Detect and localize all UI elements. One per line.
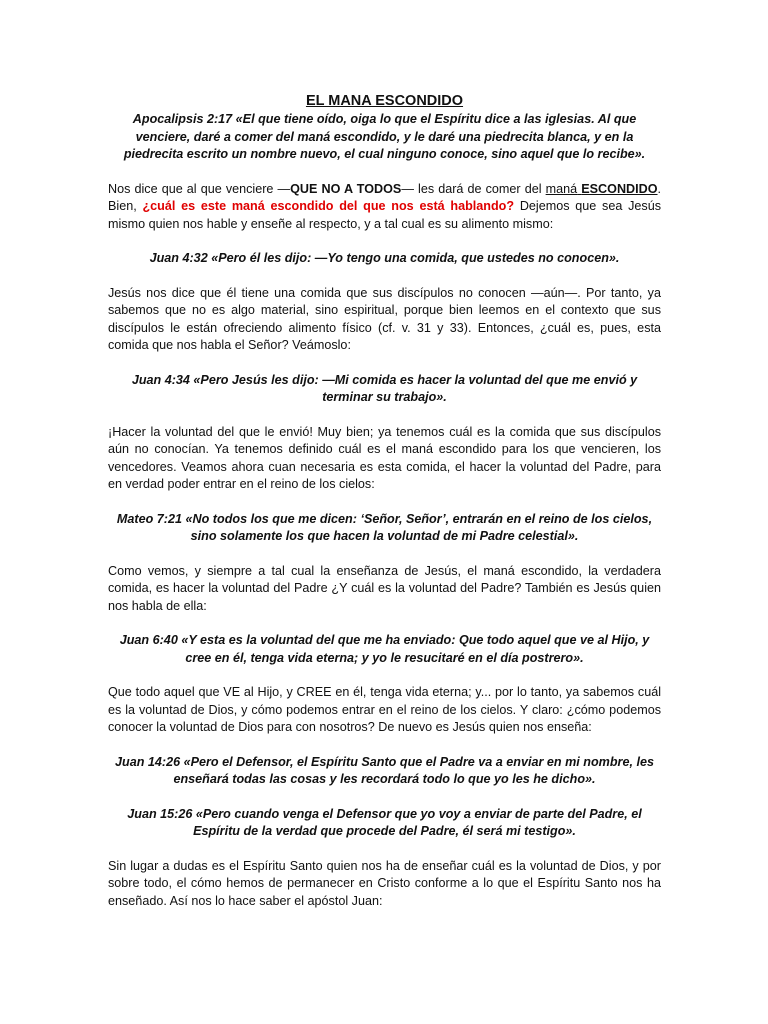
paragraph-2: Jesús nos dice que él tiene una comida que sus discípulos no conocen —aún—. Por tanto, ya sabemos que no es algo material, sino espiritual, porque bien leemos en el contexto que sus discípulos le están ofreciendo alimento físico (cf. v. 31 y 33). Entonces, ¿cuál es, pues, esta comida que nos habla el Señor? Veámoslo: xyxy=(108,285,661,352)
paragraph-5: Que todo aquel que VE al Hijo, y CREE en él, tenga vida eterna; y... por lo tanto, ya sabemos cuál es la voluntad de Dios, y cómo podemos entrar en el reino de los cielos. Y claro: ¿cómo podemos conocer la voluntad de Dios para con nosotros? De nuevo es Jesús quien nos enseña: xyxy=(108,685,661,734)
p1-text-a: Nos dice que al que venciere — xyxy=(108,181,291,196)
p1-text-i: Dejemos que sea Jesús mismo quien nos hable y enseñe al respecto, y a tal cual es su alimento mismo: xyxy=(108,199,661,231)
quote-mateo-7-21: Mateo 7:21 «No todos los que me dicen: ‘Señor, Señor’, entrarán en el reino de los cielos, sino solamente los que hacen la voluntad de mi Padre celestial». xyxy=(116,511,653,543)
p1-underline-mana: maná xyxy=(545,181,578,196)
paragraph-3: ¡Hacer la voluntad del que le envió! Muy bien; ya tenemos cuál es la comida que sus discípulos aún no conocían. Ya tenemos definido cuál es el maná escondido para los que vencieren, los vencedores. Veamos ahora cuan necesaria es esta comida, el hacer la voluntad del Padre, para en verdad poder entrar en el reino de los cielos: xyxy=(108,424,661,491)
document-title: EL MANA ESCONDIDO xyxy=(305,93,464,109)
document-body xyxy=(108,92,661,910)
quote-juan-6-40: Juan 6:40 «Y esta es la voluntad del que me ha enviado: Que todo aquel que ve al Hijo, y cree en él, tenga vida eterna; y yo le resucitaré en el día postrero». xyxy=(119,633,650,665)
quote-juan-4-34: Juan 4:34 «Pero Jesús les dijo: —Mi comida es hacer la voluntad del que me envió y terminar su trabajo». xyxy=(131,372,638,404)
paragraph-4: Como vemos, y siempre a tal cual la enseñanza de Jesús, el maná escondido, la verdadera comida, es hacer la voluntad del Padre ¿Y cuál es la voluntad del Padre? También es Jesús quien nos habla de ella: xyxy=(108,563,661,613)
quote-juan-4-32: Juan 4:32 «Pero él les dijo: —Yo tengo una comida, que ustedes no conocen». xyxy=(149,251,620,265)
p1-text-c: — les dará de comer del xyxy=(401,181,546,196)
p1-underline-escondido: ESCONDIDO xyxy=(581,181,658,196)
p1-red-question: ¿cuál es este maná escondido del que nos está hablando? xyxy=(142,199,515,213)
quote-juan-14-26: Juan 14:26 «Pero el Defensor, el Espíritu Santo que el Padre va a enviar en mi nombre, les enseñará todas las cosas y les recordará todo lo que yo les he dicho». xyxy=(115,754,654,786)
quote-apocalipsis-2-17: Apocalipsis 2:17 «El que tiene oído, oiga lo que el Espíritu dice a las iglesias. Al que venciere, daré a comer del maná escondido, y le daré una piedrecita blanca, y en la piedrecita escrito un nombre nuevo, el cual ninguno conoce, sino aquel que lo recibe». xyxy=(123,112,646,161)
p1-text-g: . Bien, xyxy=(108,181,662,213)
p1-bold-que-no-a-todos: QUE NO A TODOS xyxy=(290,181,402,196)
paragraph-1 xyxy=(108,181,661,234)
quote-juan-15-26: Juan 15:26 «Pero cuando venga el Defensor que yo voy a enviar de parte del Padre, el Espíritu de la verdad que procede del Padre, él será mi testigo». xyxy=(127,806,642,838)
paragraph-6: Sin lugar a dudas es el Espíritu Santo quien nos ha de enseñar cuál es la voluntad de Dios, y por sobre todo, el cómo hemos de permanecer en Cristo conforme a lo que el Espíritu Santo nos ha enseñado. Así nos lo hace saber el apóstol Juan: xyxy=(108,858,661,908)
